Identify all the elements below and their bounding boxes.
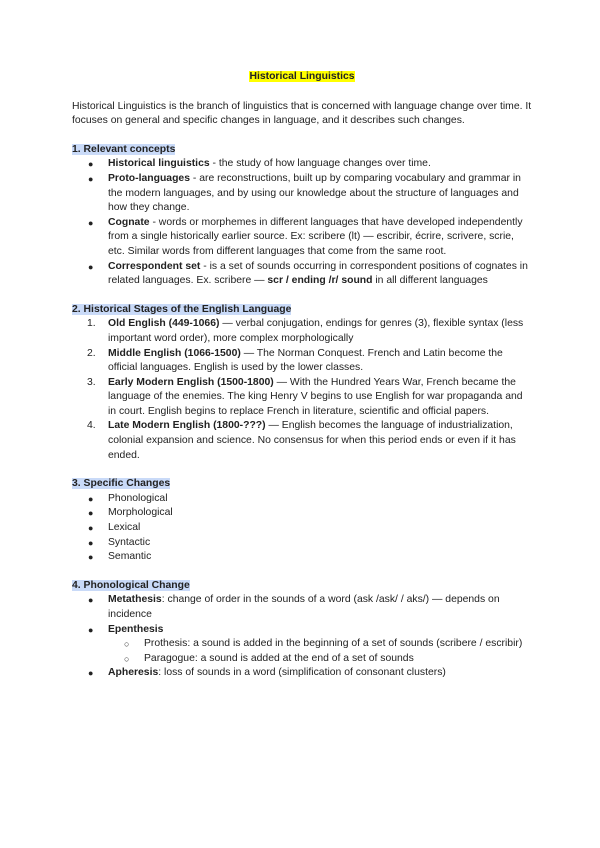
list-item: ● Proto-languages - are reconstructions, built up by comparing vocabulary and grammar in the modern languages, and by using our knowledge about the structure of languages and how they change. <box>88 172 521 214</box>
list-item: ● Epenthesis <box>72 623 532 638</box>
intro-paragraph: Historical Linguistics is the branch of linguistics that is concerned with language change over time. It focuses on general and specific changes in language, and it describes such changes. <box>72 100 532 127</box>
list-item: ● Correspondent set - is a set of sounds occurring in correspondent positions of cognates in related languages. Ex. scribere — scr / ending /r/ sound in all different languages <box>88 260 528 287</box>
list-number: 1. <box>87 318 96 330</box>
list-item: ● Syntactic <box>72 536 532 551</box>
changes-list <box>72 492 532 565</box>
circle-bullet-icon: ○ <box>124 639 130 650</box>
bullet-icon: ● <box>88 159 94 170</box>
section-phonological-change <box>72 579 532 681</box>
list-number: 4. <box>87 420 96 432</box>
section-relevant-concepts <box>72 143 532 289</box>
document-body <box>72 70 532 695</box>
list-item: 1. Old English (449-1066) — verbal conjugation, endings for genres (3), flexible syntax (less important word order), more complex morphologically <box>87 318 524 344</box>
list-item: ● Lexical <box>72 521 532 536</box>
list-item: ● Phonological <box>72 492 532 507</box>
section-heading: 3. Specific Changes <box>72 478 171 490</box>
list-item: ● Historical linguistics - the study of how language changes over time. <box>72 157 532 172</box>
section-heading: 4. Phonological Change <box>72 579 190 591</box>
list-item: ● Apheresis: loss of sounds in a word (simplification of consonant clusters) <box>72 666 532 681</box>
circle-bullet-icon: ○ <box>124 653 130 664</box>
sub-list-item: ○ Prothesis: a sound is added in the beginning of a set of sounds (scribere / escribir) <box>72 637 532 652</box>
phonological-list <box>72 593 532 681</box>
section-specific-changes <box>72 477 532 565</box>
bullet-icon: ● <box>88 508 94 519</box>
bullet-icon: ● <box>88 668 94 679</box>
list-item: 3. Early Modern English (1500-1800) — With the Hundred Years War, French became the language of the enemies. The king Henry V begins to use English for war propaganda and in court. English begins to replace French in literature, scientific and official papers. <box>87 376 523 417</box>
bullet-icon: ● <box>88 552 94 563</box>
list-item: ● Cognate - words or morphemes in different languages that have developed independently from a single historically earlier source. Ex: scribere (lt) — escribir, écrire, scrivere, scrie, etc. Similar words from different languages that come from the same root. <box>88 216 523 257</box>
list-item: ● Morphological <box>72 506 532 521</box>
bullet-icon: ● <box>88 261 94 272</box>
bullet-icon: ● <box>88 523 94 534</box>
section-historical-stages <box>72 303 532 464</box>
section-heading: 2. Historical Stages of the English Language <box>72 303 292 315</box>
bullet-icon: ● <box>88 173 94 184</box>
list-item: ● Metathesis: change of order in the sounds of a word (ask /ask/ / aks/) — depends on incidence <box>88 594 500 620</box>
bullet-icon: ● <box>88 624 94 635</box>
list-item: ● Semantic <box>72 550 532 565</box>
concepts-list <box>72 157 532 288</box>
bullet-icon: ● <box>88 217 94 228</box>
stages-list <box>72 317 532 463</box>
section-heading: 1. Relevant concepts <box>72 143 176 155</box>
list-number: 2. <box>87 347 96 359</box>
list-item: 4. Late Modern English (1800-???) — English becomes the language of industrialization, colonial expansion and science. No consensus for when this period ends or even if it has ended. <box>87 420 516 461</box>
bullet-icon: ● <box>88 595 94 606</box>
bullet-icon: ● <box>88 537 94 548</box>
list-number: 3. <box>87 376 96 388</box>
title-text: Historical Linguistics <box>249 71 355 82</box>
list-item: 2. Middle English (1066-1500) — The Norman Conquest. French and Latin become the official languages. English is used by the lower classes. <box>87 347 503 374</box>
sub-list-item: ○ Paragogue: a sound is added at the end of a set of sounds <box>72 652 532 667</box>
document-title <box>72 70 532 85</box>
bullet-icon: ● <box>88 493 94 504</box>
